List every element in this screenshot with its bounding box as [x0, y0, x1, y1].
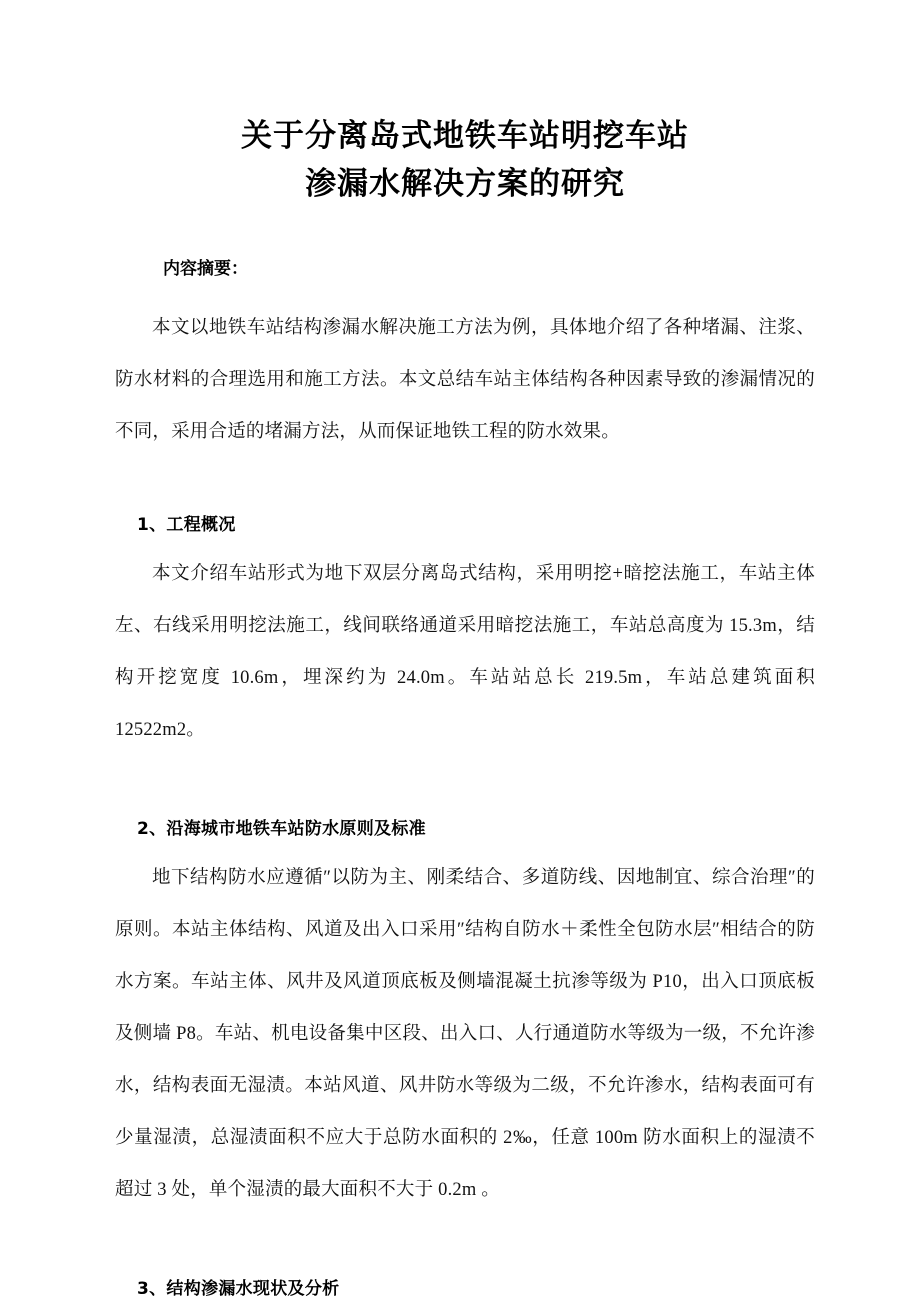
abstract-label: 内容摘要： [163, 259, 248, 279]
abstract-text: 本文以地铁车站结构渗漏水解决施工方法为例，具体地介绍了各种堵漏、注浆、防水材料的合理选用和施工方法。本文总结车站主体结构各种因素导致的渗漏情况的不同，采用合适的堵漏方法，从而保证地铁工程的防水效果。 [115, 318, 815, 442]
section-heading-1: 1、工程概况 [137, 515, 236, 535]
section-heading-3: 3、结构渗漏水现状及分析 [137, 1279, 340, 1299]
page-content [115, 0, 815, 1302]
title-line-2: 渗漏水解决方案的研究 [305, 166, 625, 202]
section-heading-2: 2、沿海城市地铁车站防水原则及标准 [137, 819, 426, 839]
section-1-paragraph-1: 本文介绍车站形式为地下双层分离岛式结构，采用明挖+暗挖法施工，车站主体左、右线采用明挖法施工，线间联络通道采用暗挖法施工，车站总高度为 15.3m，结构开挖宽度 10.6m，埋深约为 24.0m。车站站总长 219.5m，车站总建筑面积 12522m2。 [115, 564, 815, 740]
section-2-paragraph-1: 地下结构防水应遵循″以防为主、刚柔结合、多道防线、因地制宜、综合治理″的原则。本站主体结构、风道及出入口采用″结构自防水＋柔性全包防水层″相结合的防水方案。车站主体、风井及风道顶底板及侧墙混凝土抗渗等级为 P10，出入口顶底板及侧墙 P8。车站、机电设备集中区段、出入口、人行通道防水等级为一级，不允许渗水，结构表面无湿渍。本站风道、风井防水等级为二级，不允许渗水，结构表面可有少量湿渍，总湿渍面积不应大于总防水面积的 2‰，任意 100m 防水面积上的湿渍不超过 3 处，单个湿渍的最大面积不大于 0.2m 。 [115, 868, 815, 1200]
page-title [115, 0, 815, 208]
title-line-1: 关于分离岛式地铁车站明挖车站 [241, 118, 689, 154]
spacer [115, 458, 815, 466]
